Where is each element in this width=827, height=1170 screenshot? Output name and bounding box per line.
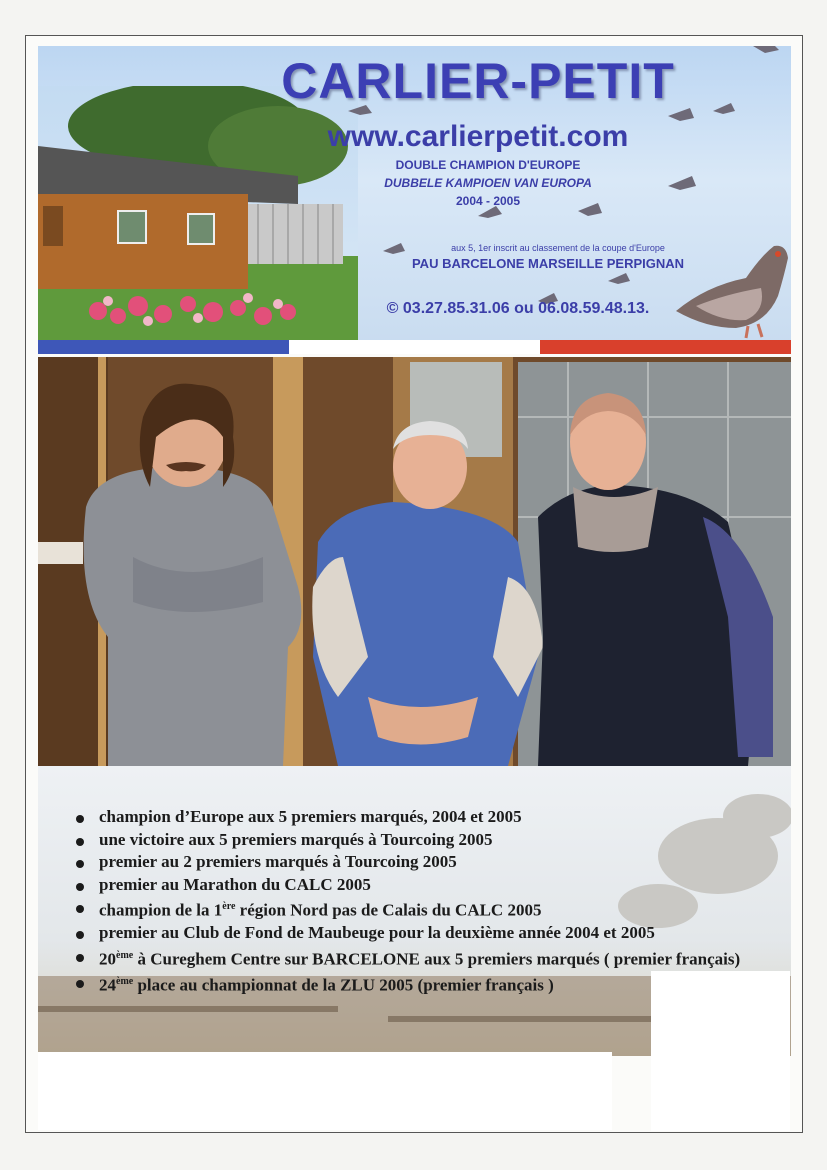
- race-cities: PAU BARCELONE MARSEILLE PERPIGNAN: [411, 256, 685, 271]
- phone-numbers: © 03.27.85.31.06 ou 06.08.59.48.13.: [386, 300, 650, 317]
- banner-title: CARLIER-PETIT: [281, 53, 675, 109]
- champion-line-fr: DOUBLE CHAMPION D'EUROPE: [395, 158, 581, 172]
- achievement-text: champion de la 1: [99, 900, 223, 920]
- achievement-item: [72, 874, 772, 897]
- flag-red: [540, 340, 791, 354]
- group-photo: [38, 357, 791, 766]
- achievement-text: place au championnat de la ZLU 2005 (premier français ): [133, 975, 554, 995]
- achievement-item: [72, 922, 772, 945]
- achievement-item: [72, 945, 772, 971]
- achievement-text: 24: [99, 975, 116, 995]
- website-url: www.carlierpetit.com: [327, 120, 629, 153]
- champion-years: 2004 - 2005: [455, 194, 521, 208]
- achievement-item: [72, 806, 772, 829]
- ordinal-suffix: ème: [116, 975, 134, 987]
- blank-panel-left: [38, 1052, 612, 1130]
- blank-panel-right: [651, 971, 790, 1131]
- achievement-text: une victoire aux 5 premiers marqués à Tourcoing 2005: [99, 829, 493, 849]
- achievement-item: [72, 829, 772, 852]
- ranking-note: aux 5, 1er inscrit au classement de la coupe d'Europe: [451, 243, 665, 253]
- achievement-text: premier au 2 premiers marqués à Tourcoing 2005: [99, 852, 457, 871]
- header-banner: [38, 46, 791, 343]
- achievement-item: [72, 896, 772, 922]
- flag-blue: [38, 340, 289, 354]
- ordinal-suffix: ère: [222, 901, 236, 912]
- champion-line-nl: DUBBELE KAMPIOEN VAN EUROPA: [384, 176, 592, 190]
- flag-white: [289, 340, 540, 354]
- achievement-item: [72, 851, 772, 874]
- tricolor-bar: [38, 340, 791, 354]
- group-photo-illustration: [38, 357, 791, 766]
- achievement-text: à Cureghem Centre sur BARCELONE aux 5 premiers marqués ( premier français): [133, 949, 741, 969]
- achievements-list: [72, 806, 772, 997]
- achievement-text: 20: [99, 949, 116, 969]
- ordinal-suffix: ème: [116, 949, 134, 961]
- achievement-text: premier au Marathon du CALC 2005: [99, 874, 371, 894]
- achievement-text: région Nord pas de Calais du CALC 2005: [235, 900, 542, 920]
- achievement-text: premier au Club de Fond de Maubeuge pour la deuxième année 2004 et 2005: [99, 923, 655, 943]
- achievement-text: champion d’Europe aux 5 premiers marqués, 2004 et 2005: [99, 807, 522, 826]
